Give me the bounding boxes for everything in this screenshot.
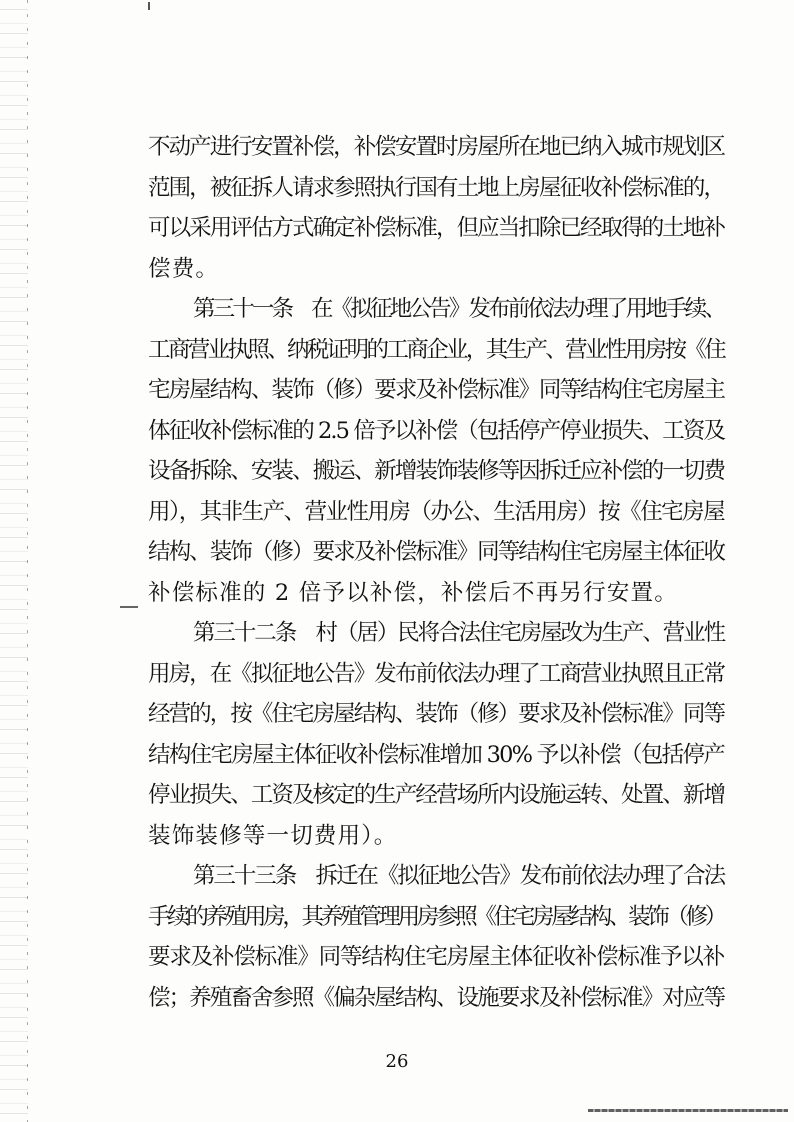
text-line: 偿费。	[148, 255, 220, 282]
scan-bottom-rule	[588, 1109, 788, 1112]
text-line: 可以采用评估方式确定补偿标准，但应当扣除已经取得的土地补	[148, 215, 724, 241]
text-line: 用），其非生产、营业性用房（办公、生活用房）按《住宅房屋	[148, 498, 724, 525]
text-line: 偿；养殖畜舍参照《偏杂屋结构、设施要求及补偿标准》对应等	[148, 984, 724, 1011]
text-line: 不动产进行安置补偿，补偿安置时房屋所在地已纳入城市规划区	[148, 134, 724, 160]
text-line: 范围，被征拆人请求参照执行国有土地上房屋征收补偿标准的，	[148, 174, 724, 201]
text-line: 补偿标准的 2 倍予以补偿，补偿后不再另行安置。	[148, 579, 678, 606]
document-body	[148, 127, 724, 1018]
text-line: 工商营业执照、纳税证明的工商企业，其生产、营业性用房按《住	[148, 336, 724, 363]
article-31-heading-line: 第三十一条 在《拟征地公告》发布前依法办理了用地手续、	[193, 296, 724, 322]
article-32-heading-line: 第三十二条 村（居）民将合法住宅房屋改为生产、营业性	[193, 620, 724, 646]
scan-mark-top	[148, 2, 150, 10]
text-line: 结构、装饰（修）要求及补偿标准》同等结构住宅房屋主体征收	[148, 539, 724, 565]
text-line: 用房，在《拟征地公告》发布前依法办理了工商营业执照且正常	[148, 660, 724, 687]
text-line: 装饰装修等一切费用）。	[148, 822, 398, 849]
text-line: 停业损失、工资及核定的生产经营场所内设施运转、处置、新增	[148, 782, 724, 808]
page-number: 26	[385, 1051, 409, 1072]
text-line: 体征收补偿标准的 2.5 倍予以补偿（包括停产停业损失、工资及	[148, 417, 724, 444]
scan-edge-line	[27, 0, 28, 1122]
text-line: 结构住宅房屋主体征收补偿标准增加 30% 予以补偿（包括停产	[148, 741, 724, 768]
article-33-heading-line: 第三十三条 拆迁在《拟征地公告》发布前依法办理了合法	[193, 863, 724, 889]
scan-mark-side	[120, 606, 138, 608]
text-line: 手续的养殖用房，其养殖管理用房参照《住宅房屋结构、装饰（修）	[148, 903, 725, 930]
text-line: 经营的，按《住宅房屋结构、装饰（修）要求及补偿标准》同等	[148, 701, 724, 727]
scan-edge-artifact	[0, 0, 28, 1122]
text-line: 设备拆除、安装、搬运、新增装饰装修等因拆迁应补偿的一切费	[148, 458, 724, 484]
text-line: 宅房屋结构、装饰（修）要求及补偿标准》同等结构住宅房屋主	[148, 377, 724, 403]
text-line: 要求及补偿标准》同等结构住宅房屋主体征收补偿标准予以补	[148, 944, 724, 970]
